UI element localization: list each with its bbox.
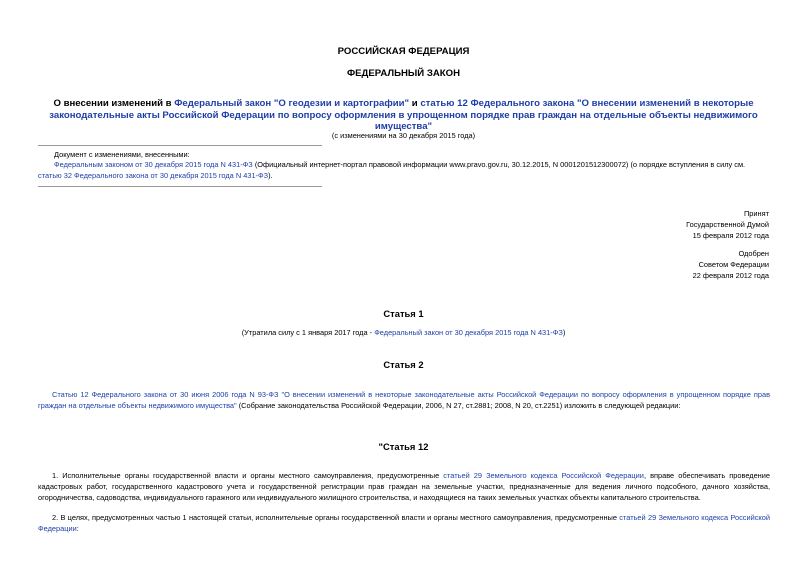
changes-source-text: (Официальный интернет-портал правовой информации www.pravo.gov.ru, 30.12.2015, N 0001201512300072) (о порядке вступления в силу см.	[252, 160, 746, 169]
paragraph-text: :	[76, 524, 79, 533]
law-title-text: и	[409, 98, 421, 109]
approved-line: Советом Федерации	[698, 260, 769, 269]
approved-line: 22 февраля 2012 года	[692, 271, 769, 280]
article2-heading: Статья 2	[383, 359, 424, 370]
article12-paragraph-2	[38, 512, 770, 534]
document-type-heading: ФЕДЕРАЛЬНЫЙ ЗАКОН	[346, 68, 461, 79]
article1-note-text: )	[562, 328, 566, 337]
changes-end-text: ).	[268, 171, 273, 180]
accepted-line: 15 февраля 2012 года	[692, 231, 769, 240]
article1-heading: Статья 1	[383, 308, 424, 319]
accepted-line: Принят	[743, 209, 769, 218]
adoption-approved	[693, 248, 769, 281]
article1-note-text: (Утратила силу с 1 января 2017 года -	[241, 328, 375, 337]
paragraph-text: , вправе обеспечивать проведение кадастровых работ, государственного кадастрового учета и государственной регистрации прав граждан на земельные участки, предназначенные для ведения личного подсобного, дачного хозяйства, огородничества, садоводства, индивидуального гаражного или индивидуального жилищного строительства, и находящиеся на таких земельных участках объекты капитального строительства.	[38, 471, 771, 502]
article2-link-93fz[interactable]: Статью 12 Федерального закона от 30 июня 2006 года N 93-ФЗ "О внесении изменений в некоторые законодательные акты Российской Федерации по вопросу оформления в упрощенном порядке прав граждан на отдельные объекты недвижимого имущества"	[38, 390, 770, 410]
p2-link-land-code-art29[interactable]: статьей 29 Земельного кодекса Российской Федерации	[38, 513, 770, 533]
paragraph-text: 1. Исполнительные органы государственной власти и органы местного самоуправления, предусмотренные	[52, 471, 444, 480]
law-title-link-article12[interactable]: статью 12 Федерального закона "О внесении изменений в некоторые законодательные акты Российской Федерации по вопросу оформления в упрощенном порядке прав граждан на отдельные объекты недвижимого имущества"	[49, 98, 758, 132]
country-heading: РОССИЙСКАЯ ФЕДЕРАЦИЯ	[337, 46, 470, 57]
law-title-text: О внесении изменений в	[53, 98, 175, 109]
article2-body-text: (Собрание законодательства Российской Федерации, 2006, N 27, ст.2881; 2008, N 20, ст.2251) изложить в следующей редакции:	[236, 401, 681, 410]
law-title-link-geodesy[interactable]: Федеральный закон "О геодезии и картографии"	[174, 98, 410, 109]
accepted-line: Государственной Думой	[686, 220, 769, 229]
divider-bottom	[38, 186, 322, 187]
p1-link-land-code-art29[interactable]: статьей 29 Земельного кодекса Российской Федерации	[443, 471, 644, 480]
law-title	[36, 98, 771, 133]
divider-top	[38, 145, 322, 146]
adoption-accepted	[686, 208, 769, 241]
article1-note-link[interactable]: Федеральный закон от 30 декабря 2015 года N 431-ФЗ	[374, 328, 563, 337]
paragraph-text: 2. В целях, предусмотренных частью 1 настоящей статьи, исполнительные органы государственной власти и органы местного самоуправления, предусмотренные	[52, 513, 620, 522]
article12-paragraph-1	[38, 470, 770, 503]
changes-text	[38, 159, 770, 181]
changes-label: Документ с изменениями, внесенными:	[54, 150, 190, 159]
article12-heading: "Статья 12	[378, 441, 429, 452]
article1-note	[0, 327, 807, 338]
approved-line: Одобрен	[738, 249, 769, 258]
edition-note: (с изменениями на 30 декабря 2015 года)	[331, 131, 476, 140]
article2-body	[38, 389, 770, 411]
changes-link-431fz[interactable]: Федеральным законом от 30 декабря 2015 года N 431-ФЗ	[54, 160, 253, 169]
changes-link-article32[interactable]: статью 32 Федерального закона от 30 декабря 2015 года N 431-ФЗ	[38, 171, 269, 180]
